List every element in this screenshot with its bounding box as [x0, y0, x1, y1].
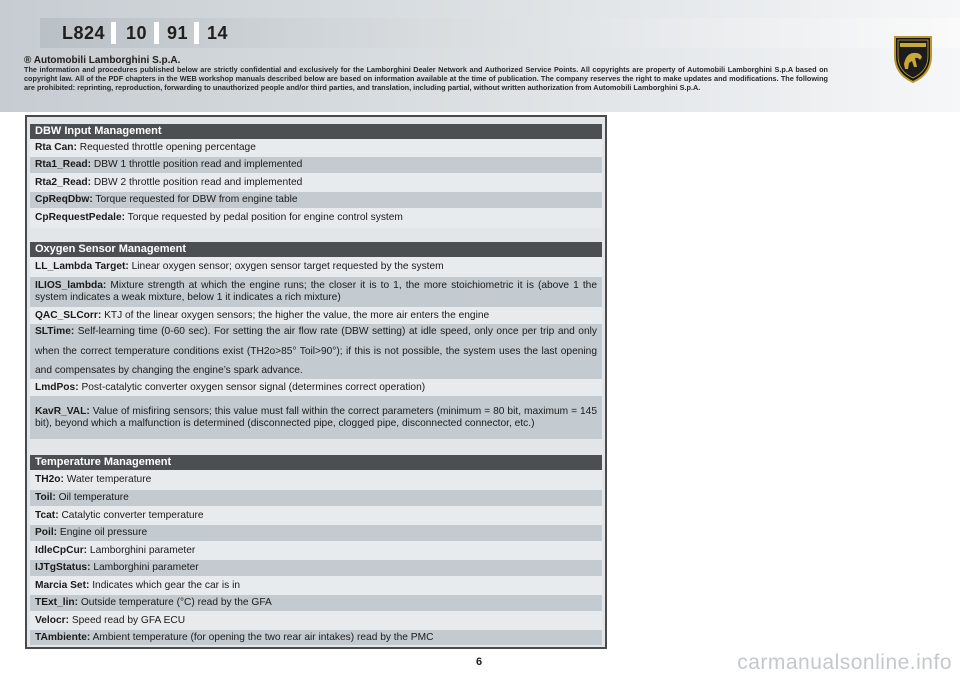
table-row: CpRequestPedale: Torque requested by pedal position for engine control system — [30, 208, 602, 228]
table-row: Tcat: Catalytic converter temperature — [30, 506, 602, 525]
table-row: Marcia Set: Indicates which gear the car is in — [30, 576, 602, 595]
table-row: LmdPos: Post-catalytic converter oxygen sensor signal (determines correct operation) — [30, 379, 602, 396]
table-row: Rta Can: Requested throttle opening percentage — [30, 139, 602, 157]
code-separator — [194, 22, 199, 44]
table-row: Toil: Oil temperature — [30, 490, 602, 506]
section-header: DBW Input Management — [30, 124, 602, 139]
table-row: TH2o: Water temperature — [30, 470, 602, 490]
table-row: TExt_lin: Outside temperature (°C) read by the GFA — [30, 595, 602, 611]
section-header: Oxygen Sensor Management — [30, 242, 602, 257]
table-row: IJTgStatus: Lamborghini parameter — [30, 560, 602, 576]
copyright-title: ® Automobili Lamborghini S.p.A. — [24, 55, 181, 66]
table-row: SLTime: Self-learning time (0-60 sec). For setting the air flow rate (DBW setting) at idle speed, only once per trip and only when the correct temperature conditions exist (TH2o>85° Toil>90°); if this is not possible, the system uses the last opening and compensates by changing the engine’s spark advance. — [30, 324, 602, 379]
code-model: L824 — [62, 23, 106, 43]
code-subgroup: 91 — [167, 23, 189, 43]
table-row: KavR_VAL: Value of misfiring sensors; this value must fall within the correct parameters (minimum = 80 bit, maximum = 145 bit), beyond which a malfunction is determined (disconnected pipe, clogged pipe, disconnected connector, etc.) — [30, 396, 602, 439]
table-row: Rta1_Read: DBW 1 throttle position read and implemented — [30, 157, 602, 173]
watermark: carmanualsonline.info — [737, 651, 952, 674]
table-row: TAmbiente: Ambient temperature (for opening the two rear air intakes) read by the PMC — [30, 630, 602, 645]
table-row: Velocr: Speed read by GFA ECU — [30, 611, 602, 630]
table-row: CpReqDbw: Torque requested for DBW from engine table — [30, 192, 602, 208]
table-row: Poil: Engine oil pressure — [30, 525, 602, 541]
table-row: LL_Lambda Target: Linear oxygen sensor; oxygen sensor target requested by the system — [30, 257, 602, 277]
code-group: 10 — [126, 23, 148, 43]
table-row: QAC_SLCorr: KTJ of the linear oxygen sensors; the higher the value, the more air enters the engine — [30, 307, 602, 324]
table-row: ILIOS_lambda: Mixture strength at which the engine runs; the closer it is to 1, the more stoichiometric it is (above 1 the system indicates a weak mixture, below 1 it indicates a rich mixture) — [30, 277, 602, 307]
page-number: 6 — [476, 656, 483, 668]
copyright-notice: The information and procedures published below are strictly confidential and exclusively for the Lamborghini Dealer Network and Authorized Service Points. All copyrights are property of Automobili Lamborghini S.p.A based on copyright law. All of the PDF chapters in the WEB workshop manuals described below are based on information available at the time of publication. The company reserves the right to make updates and modifications. The following are prohibited: reprinting, reproduction, forwarding to unauthorized people and/or third parties, and translation, including partial, without written authorization from Automobili Lamborghini S.p.A. — [24, 65, 828, 92]
code-section: 14 — [207, 23, 229, 43]
code-separator — [154, 22, 159, 44]
table-row: Rta2_Read: DBW 2 throttle position read and implemented — [30, 173, 602, 192]
document-code-bar — [40, 18, 960, 48]
section-header: Temperature Management — [30, 455, 602, 470]
parameter-table — [25, 115, 607, 649]
lamborghini-logo-icon — [893, 34, 933, 84]
table-row: IdleCpCur: Lamborghini parameter — [30, 541, 602, 560]
code-separator — [111, 22, 116, 44]
